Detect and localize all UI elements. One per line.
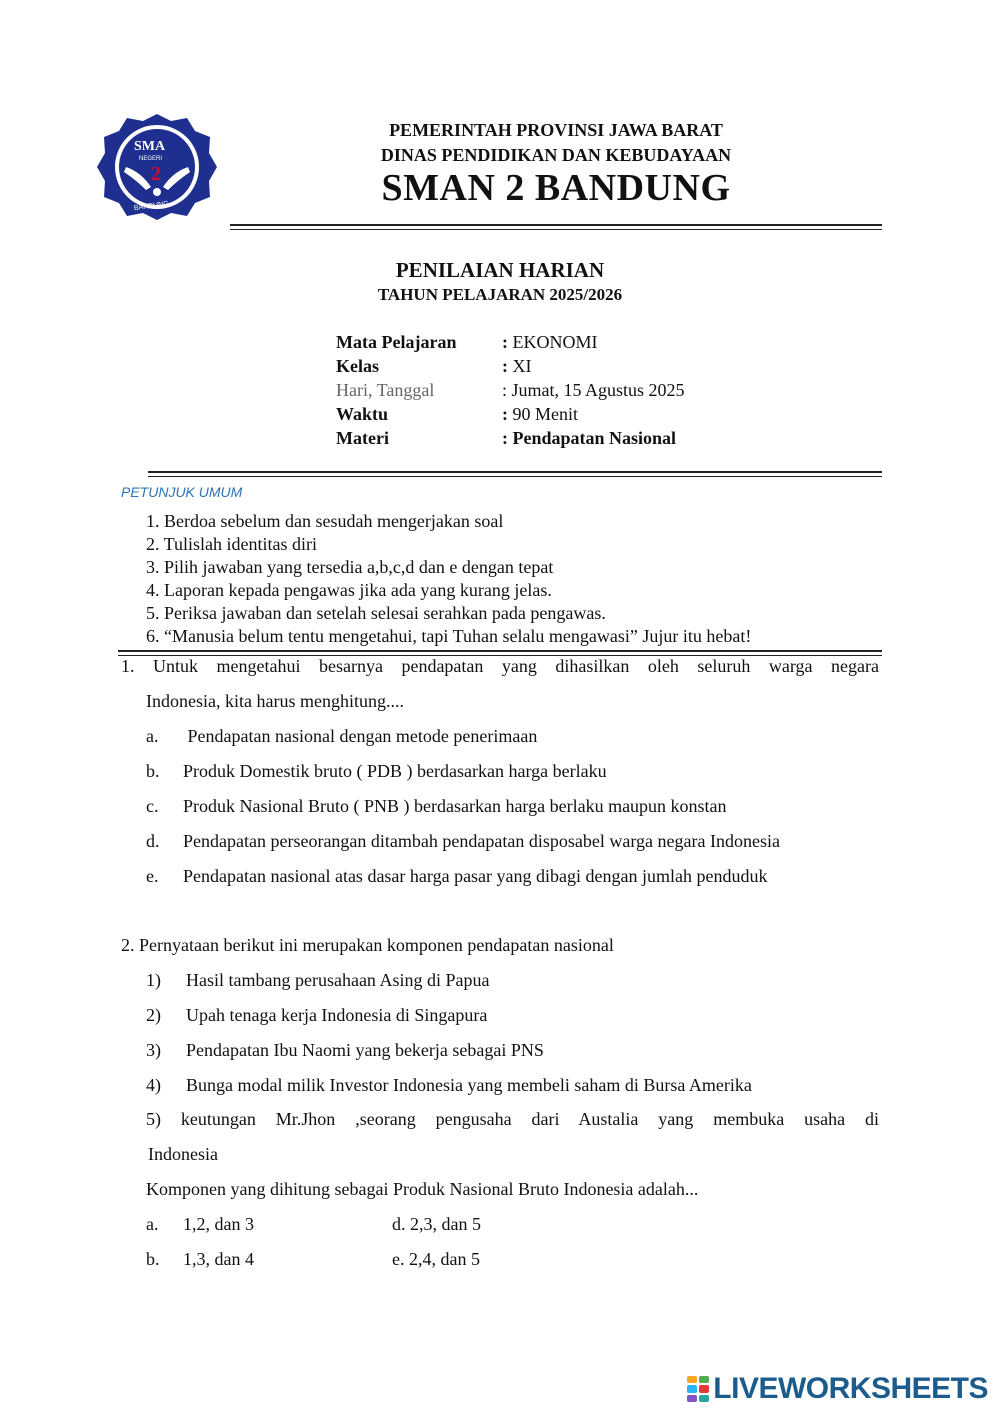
logo-bottom-text: BANDUNG <box>133 200 170 213</box>
question-2-statement-2 <box>146 1005 487 1026</box>
question-2-statement-4 <box>146 1075 752 1096</box>
statement-number: 2) <box>146 1005 161 1025</box>
question-1-option-c[interactable] <box>146 796 727 817</box>
option-letter: b. <box>146 1249 160 1269</box>
topic-value: : Pendapatan Nasional <box>502 428 677 448</box>
header-government: PEMERINTAH PROVINSI JAWA BARAT <box>389 120 723 140</box>
question-2-statement-3 <box>146 1040 544 1061</box>
academic-year: TAHUN PELAJARAN 2025/2026 <box>377 285 623 304</box>
header-rule-top <box>230 224 882 226</box>
instruction-item: 1. Berdoa sebelum dan sesudah mengerjakan soal <box>146 511 504 531</box>
option-text: 1,3, dan 4 <box>183 1249 254 1269</box>
statement-text: Hasil tambang perusahaan Asing di Papua <box>186 970 490 990</box>
instruction-item: 3. Pilih jawaban yang tersedia a,b,c,d dan e dengan tepat <box>146 557 554 577</box>
exam-info-table <box>336 330 685 450</box>
subject-value: EKONOMI <box>508 332 598 352</box>
class-label: Kelas <box>336 356 379 376</box>
option-text: Produk Nasional Bruto ( PNB ) berdasarkan harga berlaku maupun konstan <box>183 796 727 816</box>
statement-text: Bunga modal milik Investor Indonesia yang membeli saham di Bursa Amerika <box>186 1075 752 1095</box>
instruction-item: 5. Periksa jawaban dan setelah selesai serahkan pada pengawas. <box>146 603 606 623</box>
statement-text: Upah tenaga kerja Indonesia di Singapura <box>186 1005 488 1025</box>
question-2-option-e[interactable]: e. 2,4, dan 5 <box>392 1249 480 1269</box>
time-colon: : <box>502 404 508 424</box>
question-1-option-d[interactable] <box>146 831 780 852</box>
question-2-statement-5-cont: Indonesia <box>148 1144 218 1164</box>
liveworksheets-text: LIVEWORKSHEETS <box>713 1372 988 1405</box>
date-label: Hari, Tanggal <box>336 380 435 400</box>
statement-number: 4) <box>146 1075 161 1095</box>
statement-number: 3) <box>146 1040 161 1060</box>
subject-colon: : <box>502 332 508 352</box>
question-2-statement-1 <box>146 970 489 991</box>
option-letter: c. <box>146 796 159 816</box>
instruction-item: 6. “Manusia belum tentu mengetahui, tapi Tuhan selalu mengawasi” Jujur itu hebat! <box>146 626 752 646</box>
option-letter: a. <box>146 726 159 746</box>
option-letter: b. <box>146 761 160 781</box>
logo-number: 2 <box>151 163 161 185</box>
question-2-statement-5: 5) keutungan Mr.Jhon ,seorang pengusaha dari Austalia yang membuka usaha di <box>146 1109 879 1129</box>
question-1-option-b[interactable] <box>146 761 607 782</box>
option-text: Pendapatan perseorangan ditambah pendapatan disposabel warga negara Indonesia <box>183 831 780 851</box>
option-letter: a. <box>146 1214 159 1234</box>
question-1-text: 1. Untuk mengetahui besarnya pendapatan yang dihasilkan oleh seluruh warga negara <box>121 656 879 676</box>
instruction-item: 2. Tulislah identitas diri <box>146 534 318 554</box>
logo-top-text: SMA <box>134 139 166 154</box>
info-row-class <box>336 354 685 378</box>
date-value: : Jumat, 15 Agustus 2025 <box>502 380 685 400</box>
instructions-list <box>146 510 751 648</box>
liveworksheets-brand[interactable] <box>687 1372 988 1406</box>
instruction-item: 4. Laporan kepada pengawas jika ada yang kurang jelas. <box>146 580 552 600</box>
header-rule-bottom <box>230 229 882 230</box>
info-rule-top <box>148 471 882 473</box>
question-2-text: 2. Pernyataan berikut ini merupakan komponen pendapatan nasional <box>121 935 614 955</box>
question-2-option-b[interactable] <box>146 1249 254 1270</box>
question-2-prompt: Komponen yang dihitung sebagai Produk Nasional Bruto Indonesia adalah... <box>146 1179 699 1199</box>
option-text: Pendapatan nasional dengan metode penerimaan <box>183 726 538 746</box>
class-colon: : <box>502 356 508 376</box>
option-letter: e. <box>146 866 159 886</box>
time-value: 90 Menit <box>508 404 578 424</box>
option-text: Produk Domestik bruto ( PDB ) berdasarkan harga berlaku <box>183 761 607 781</box>
info-rule-bottom <box>148 476 882 477</box>
option-letter: d. <box>146 831 160 851</box>
statement-text: Pendapatan Ibu Naomi yang bekerja sebagai PNS <box>186 1040 544 1060</box>
instructions-heading: PETUNJUK UMUM <box>121 484 243 500</box>
info-row-time <box>336 402 685 426</box>
class-value: XI <box>508 356 532 376</box>
topic-label: Materi <box>336 428 389 448</box>
question-1-text-cont: Indonesia, kita harus menghitung.... <box>146 691 404 711</box>
exam-title: PENILAIAN HARIAN <box>395 258 605 282</box>
logo-mid-text: NEGERI <box>139 156 163 162</box>
question-2-option-a[interactable] <box>146 1214 254 1235</box>
header-department: DINAS PENDIDIKAN DAN KEBUDAYAAN <box>380 145 732 165</box>
statement-number: 1) <box>146 970 161 990</box>
header-school-name: SMAN 2 BANDUNG <box>381 167 731 209</box>
question-1-option-a[interactable] <box>146 726 537 747</box>
subject-label: Mata Pelajaran <box>336 332 457 352</box>
school-logo <box>96 112 218 222</box>
info-row-date <box>336 378 685 402</box>
liveworksheets-icon <box>687 1376 709 1402</box>
info-row-topic <box>336 426 685 450</box>
option-text: 1,2, dan 3 <box>183 1214 254 1234</box>
info-row-subject <box>336 330 685 354</box>
question-2-option-d[interactable]: d. 2,3, dan 5 <box>392 1214 481 1234</box>
question-1-option-e[interactable] <box>146 866 767 887</box>
time-label: Waktu <box>336 404 389 424</box>
option-text: Pendapatan nasional atas dasar harga pasar yang dibagi dengan jumlah penduduk <box>183 866 768 886</box>
instructions-rule-top <box>118 650 882 652</box>
